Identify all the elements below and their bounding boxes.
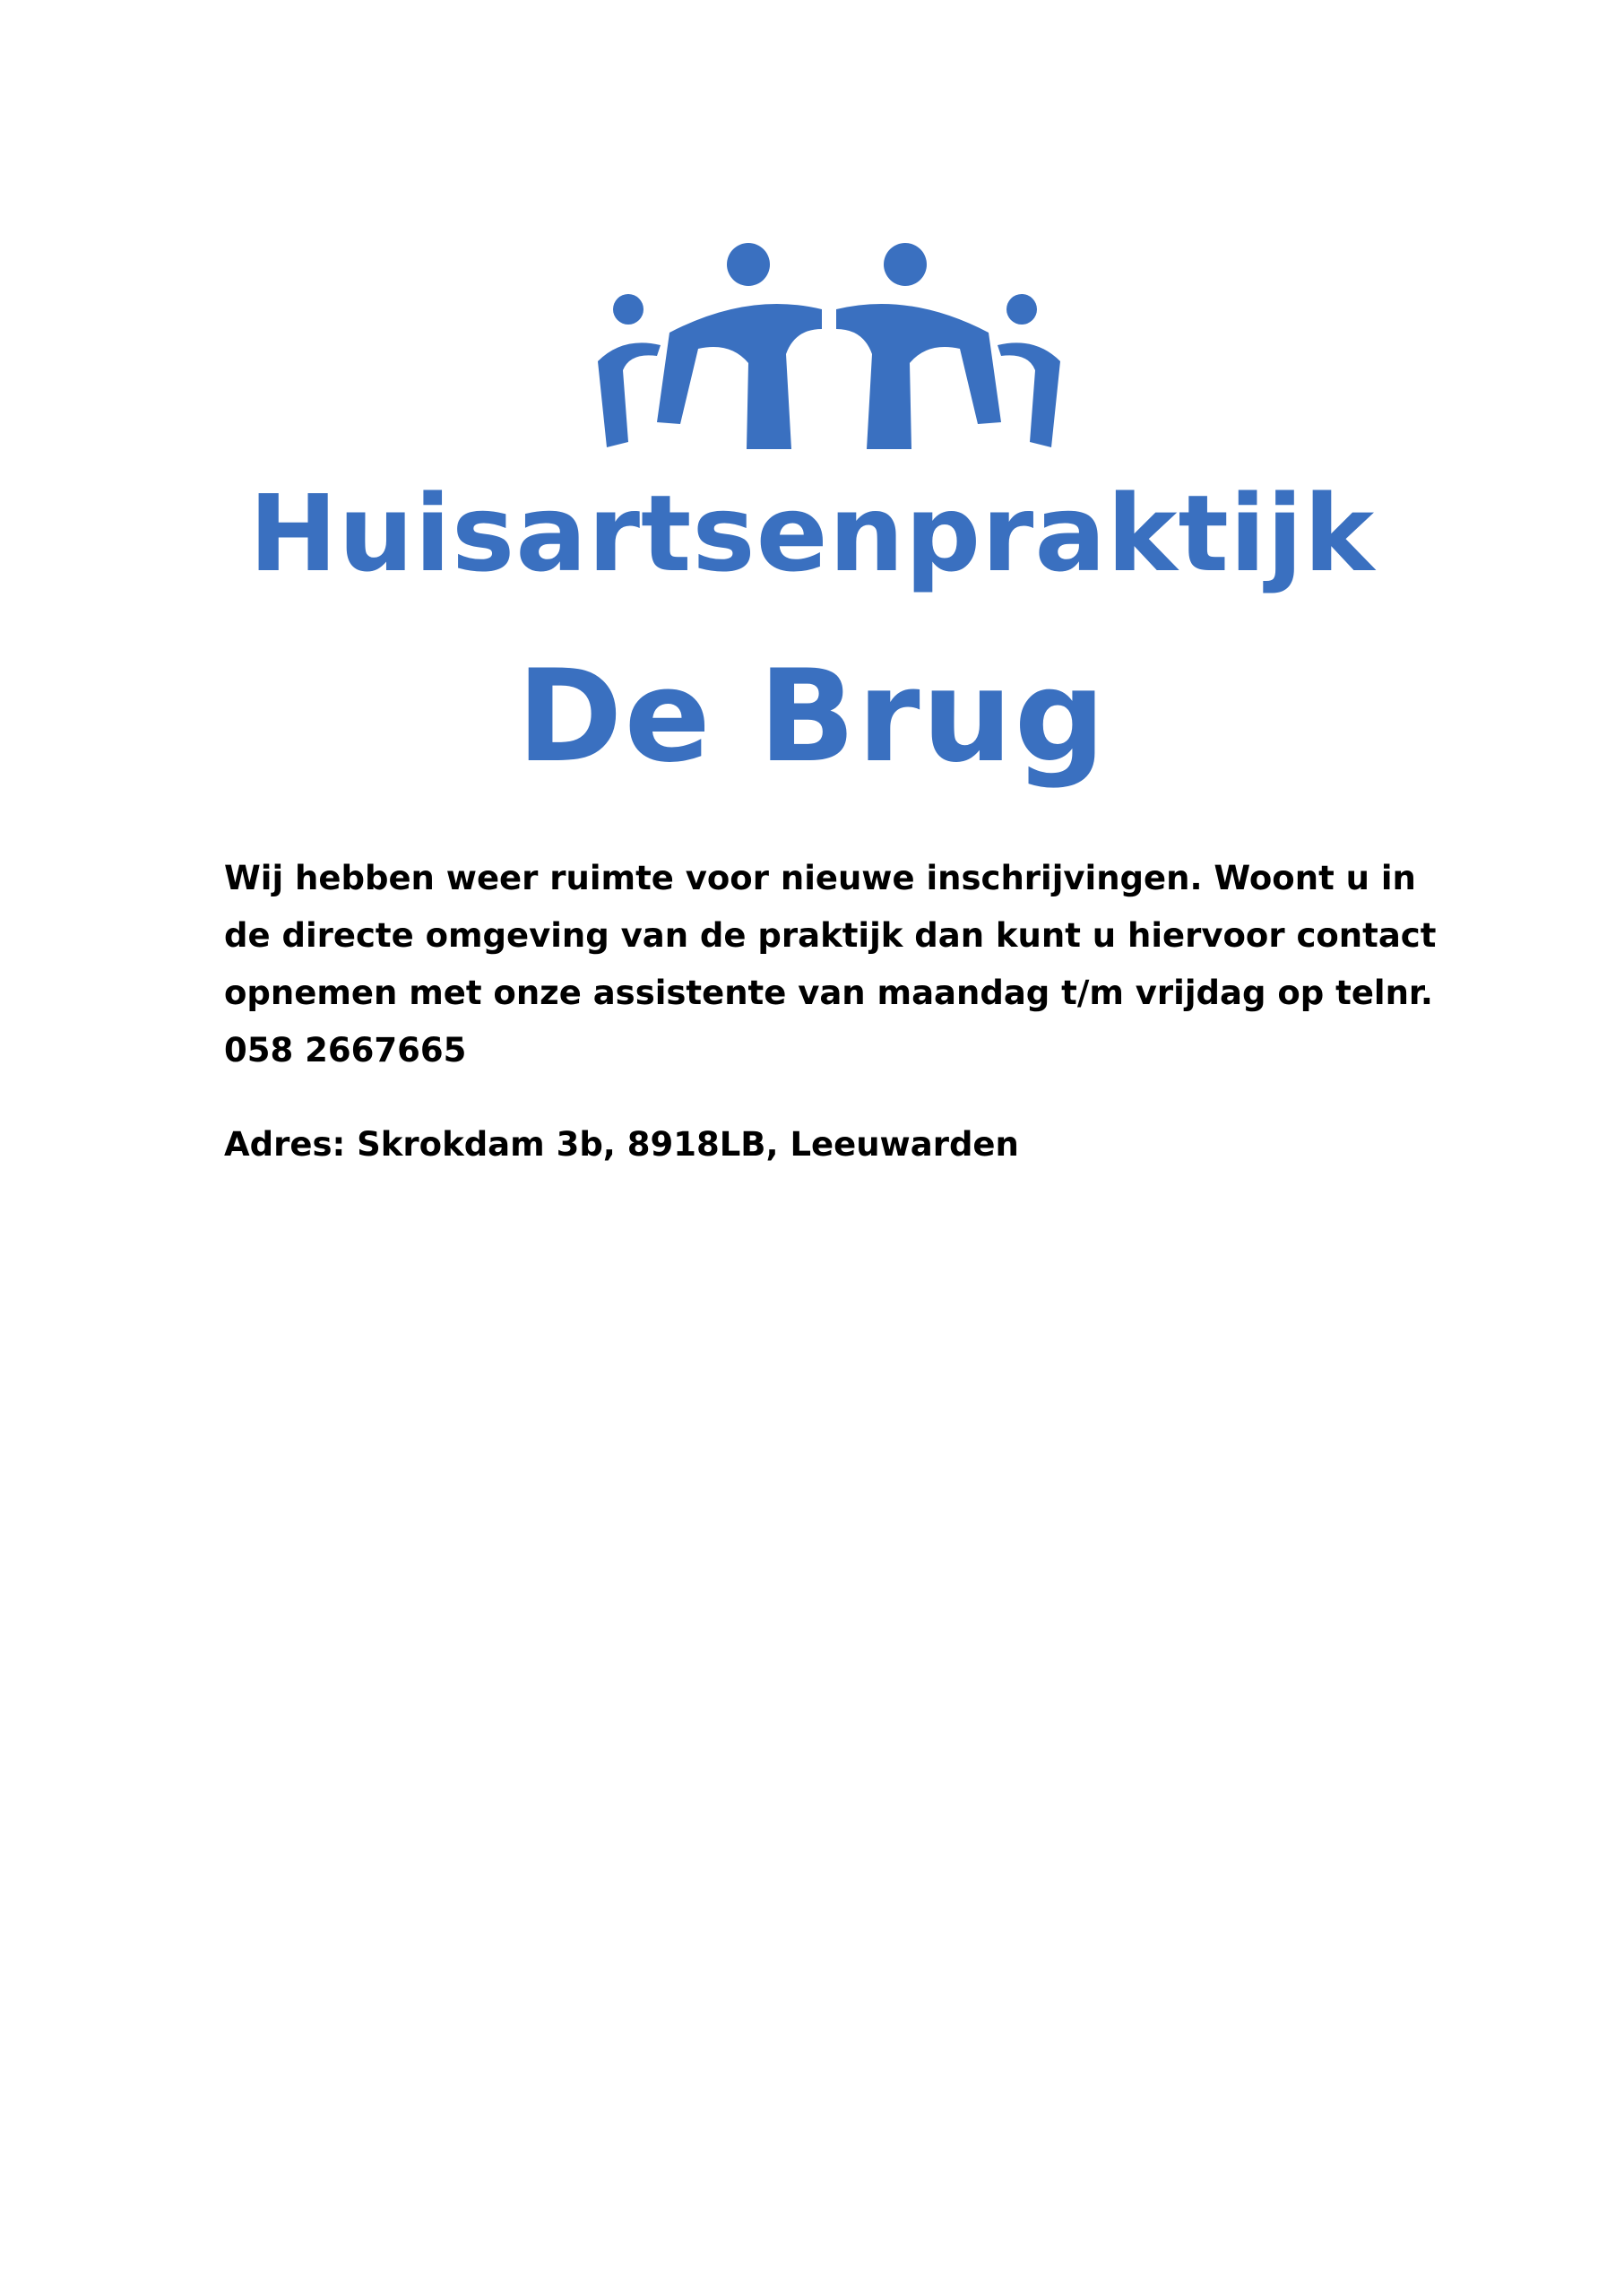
logo-figure-outer-right: [998, 342, 1060, 447]
logo-figure-outer-left: [598, 342, 661, 447]
practice-name: Huisartsenpraktijk: [248, 472, 1376, 595]
people-bridge-logo-icon: [587, 229, 1071, 463]
logo-head-inner-right: [884, 243, 927, 286]
logo-head-outer-right: [1006, 294, 1037, 325]
announcement-paragraph: Wij hebben weer ruimte voor nieuwe inschrijvingen. Woont u in de directe omgeving van de praktijk dan kunt u hiervoor contact opnemen met onze assistente van maandag t/m vrijdag op telnr. 058 2667665: [224, 859, 1437, 1070]
logo-figure-inner-left: [657, 304, 822, 449]
logo-figure-inner-right: [836, 304, 1001, 449]
address-line: Adres: Skrokdam 3b, 8918LB, Leeuwarden: [224, 1125, 1019, 1164]
logo-head-inner-left: [727, 243, 770, 286]
practice-subname: De Brug: [516, 643, 1108, 791]
logo-head-outer-left: [613, 294, 644, 325]
